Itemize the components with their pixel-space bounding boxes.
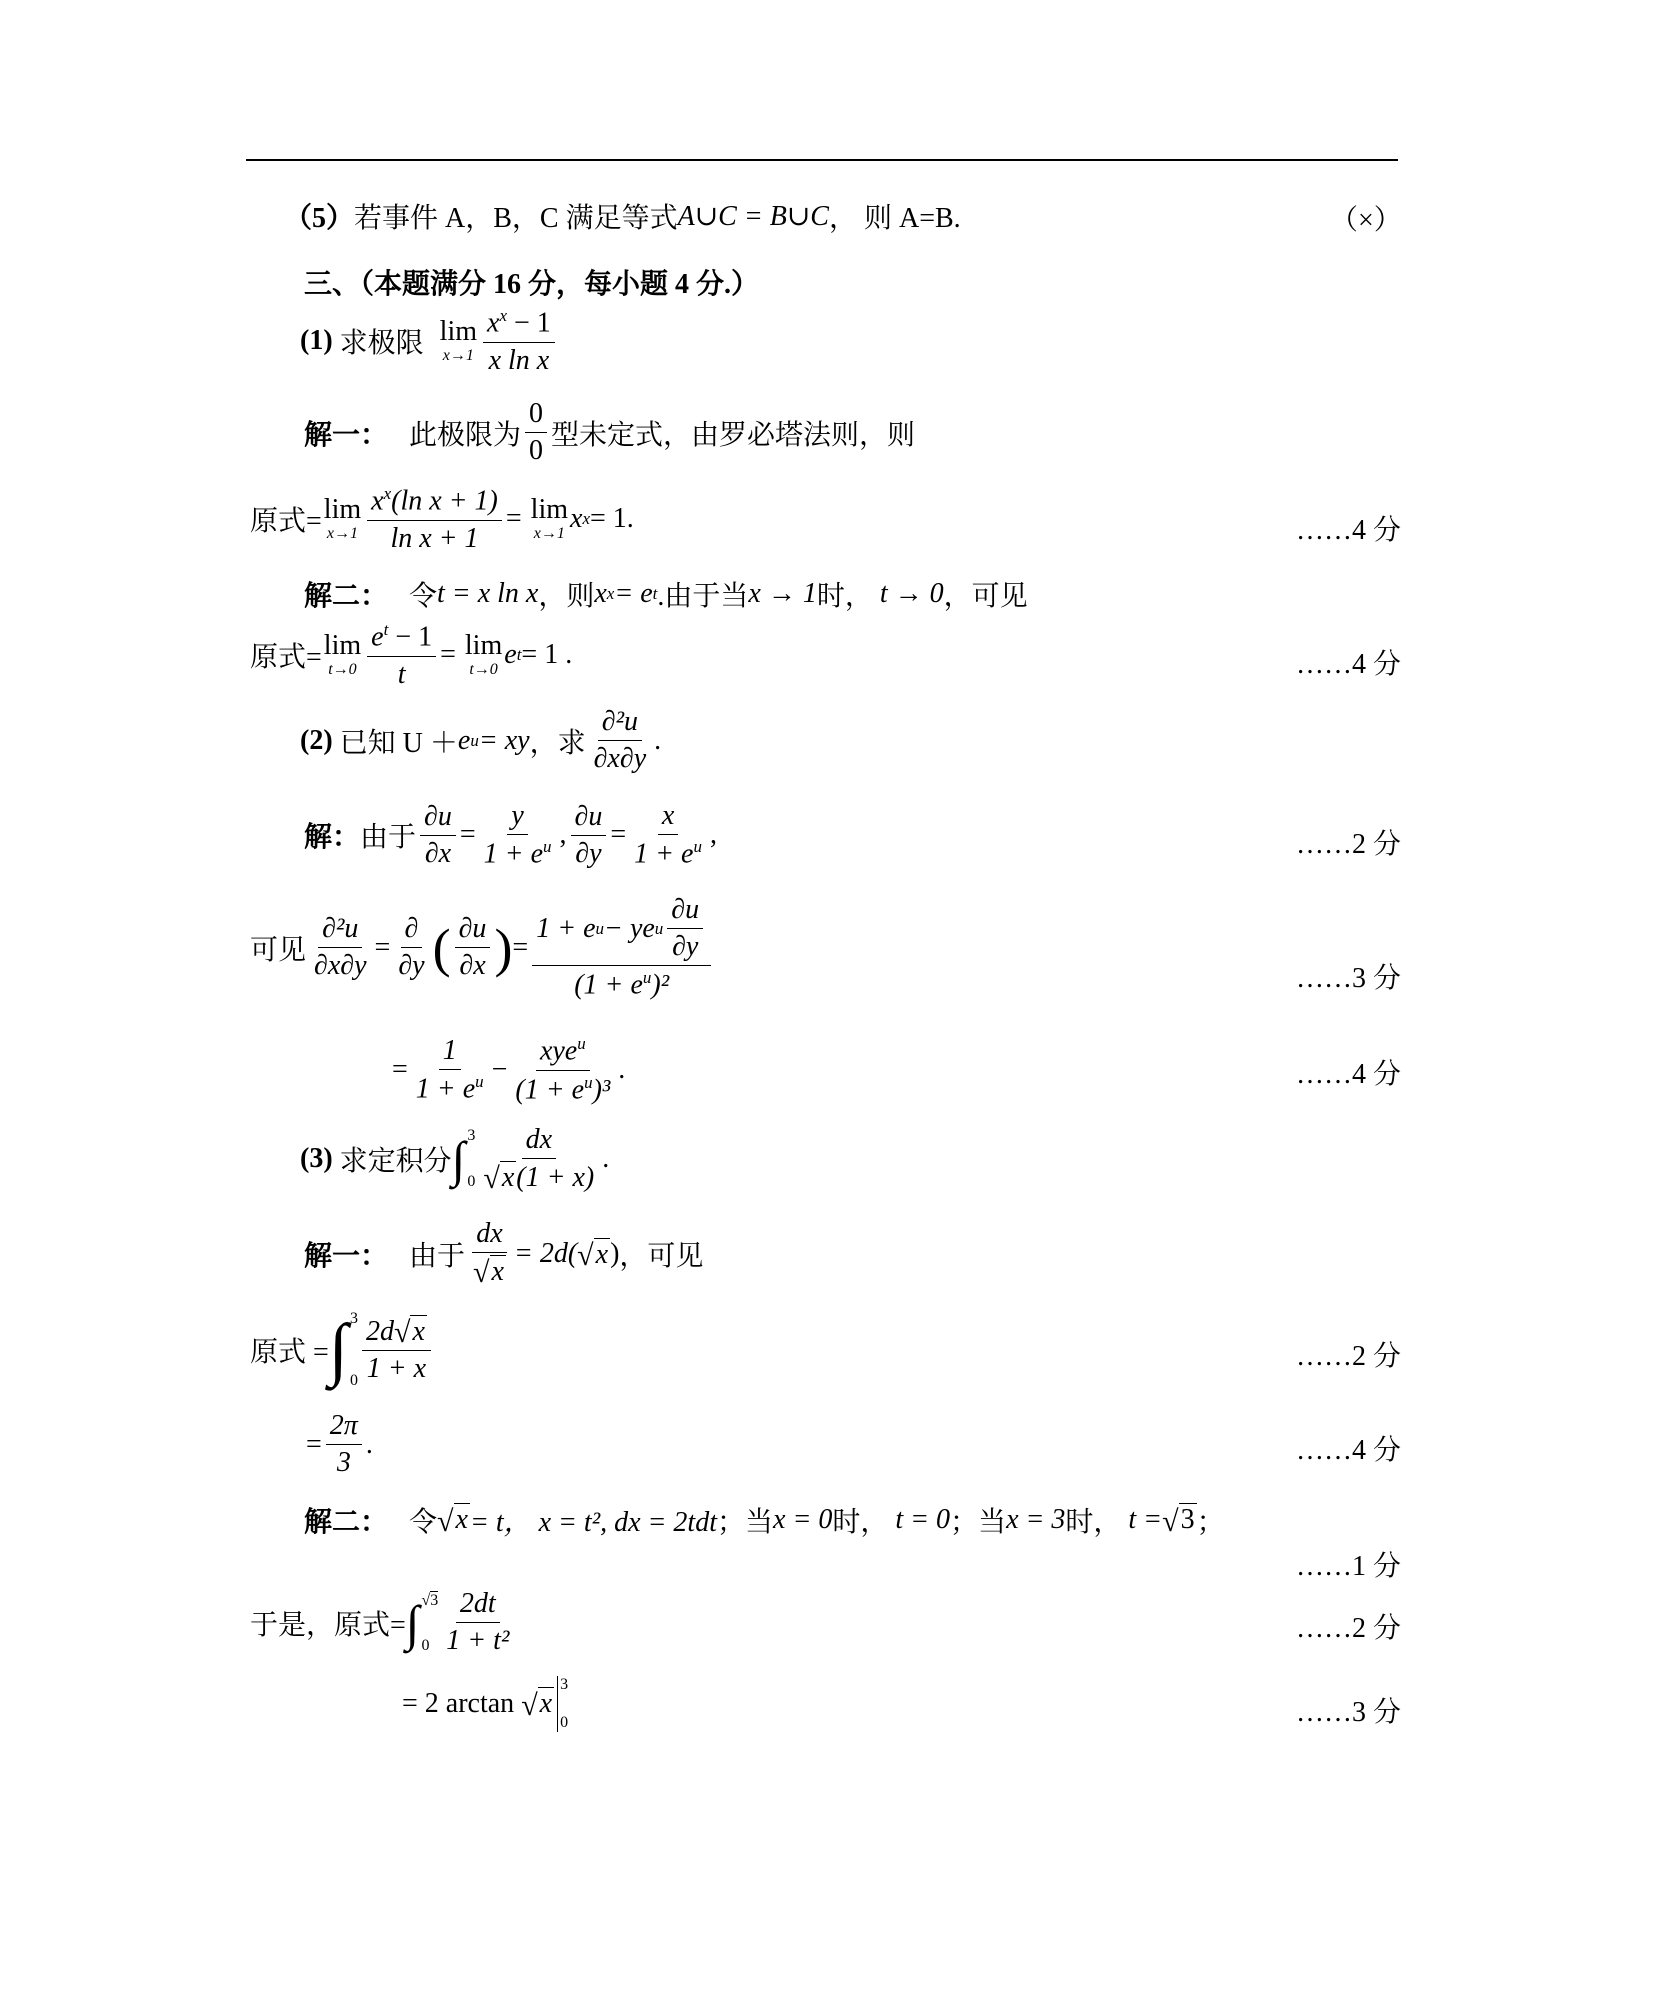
item-5-text-a: 若事件 A，B，C 满足等式 [354,203,678,234]
u-h: x = 3 [1006,1504,1066,1535]
r2-num-sup: u [577,1034,586,1053]
lim-sub: t→0 [469,661,498,679]
q2-in [455,913,491,982]
n-b: − 1 [388,621,433,653]
q3-line1 [250,1310,435,1390]
q1-sol1-text-b: 型未定式，由罗必塔法则，则 [551,419,916,451]
f3-num: ∂u [571,801,607,836]
r2-den-sup: u [584,1072,593,1092]
f1-den: ∂x [424,837,452,869]
q3-line2 [306,1410,373,1479]
t-e: = e [614,578,653,609]
integral-sign: ∫ √ 3 0 [405,1591,439,1654]
lim-word: lim [323,630,362,662]
sqrt: √ 3 [1162,1504,1195,1538]
q1-den: x ln x [488,344,550,376]
bd-tail: )² [651,969,670,1001]
f4-num: x [658,800,678,835]
q1-label: (1) [300,325,333,357]
l4-up: 3 [560,1676,569,1693]
bnf-den: ∂y [672,931,699,963]
q2-prompt-b: = xy [478,724,530,756]
sqrt: √ x [437,1504,468,1538]
q2-sol-text: 由于 [360,822,417,854]
r2-num: xye [539,1035,578,1067]
q2-prompt [300,706,661,775]
r1-den-sup: u [475,1071,484,1091]
l4-a: = 2 arctan [402,1688,515,1719]
l2-eq: = [306,1428,322,1460]
q1-num-base: x [487,307,500,339]
u-g: ；当 [950,1507,1007,1538]
q1-lim [440,318,477,364]
left-paren: ( [432,917,451,978]
q3-num: dx [522,1124,556,1159]
q2-target-tail: . [654,724,662,756]
q3-sol2-label: 解二： [304,1507,389,1538]
q2-prompt-a: 已知 U ＋ [339,727,458,759]
rhs-sup: t [516,645,522,665]
in-den: ∂x [459,950,486,982]
sqrt: √ x [473,1256,504,1290]
f3-den: ∂y [575,837,602,869]
q3-line4 [402,1676,568,1732]
l2-num: 2π [326,1410,362,1445]
n-a: e [371,621,384,653]
u-i: 时， [1065,1507,1122,1538]
top-rule [246,159,1398,161]
sqrt: √ x [521,1688,553,1722]
q2-f1 [420,801,456,870]
q1-line2-lim [324,632,361,678]
q3-sol2-points: ……1 分 [1296,1551,1402,1582]
l3-den: 1 + t² [446,1625,510,1657]
sqrt: √ x [577,1238,609,1272]
q1-sol2-label: 解二： [304,581,389,612]
q2-target-num: ∂²u [598,706,642,741]
eq: = [440,639,456,671]
u-x: x [455,1504,468,1536]
d-den: ∂y [398,950,425,982]
item-5 [284,196,961,236]
q2-result: = $\frac{1}{1 + e^u}$ − $\frac{xye^u}{(1 + e^u)^3}$ . [392,1034,626,1105]
r1-den: 1 + e [415,1073,476,1105]
bnf-num: ∂u [667,894,703,929]
l3-lo: 0 [421,1636,430,1654]
q3-integrand [479,1124,598,1194]
q1-num-sup: x [499,306,507,325]
u-k: 3 [1180,1504,1195,1536]
l1-den: 1 + x [366,1353,427,1384]
n-sup: x [383,484,392,503]
f4-den: 1 + e [634,838,694,870]
q2-r1 [412,1035,488,1106]
d: t [397,658,406,690]
q2-target [590,706,651,775]
lim-sub: x→1 [326,525,359,543]
n-b: (ln x + 1) [391,485,498,517]
t-i: t → 0 [879,578,944,609]
rhs-b: = 1 . [521,639,573,671]
l1-num-x: x [412,1315,425,1347]
q3-line2-points: ……4 分 [1296,1435,1402,1466]
f2-num: y [507,800,527,835]
integral-sign: ∫ 3 0 [451,1127,476,1191]
evaluation-bar [554,1676,568,1732]
q1-line1-lim2 [531,496,568,542]
q3-sol1-text: 由于 [409,1241,466,1273]
l-den: ∂x∂y [314,950,367,982]
zero-over-zero [525,398,547,467]
lim-word: lim [530,494,569,526]
q2-sol-points: ……2 分 [1296,829,1402,860]
q1-sol1 [304,398,915,467]
q1-line2-lim2 [465,632,502,678]
bd: (1 + e [574,969,643,1001]
q1-line1-fraction [367,484,502,555]
l-num: ∂²u [318,913,362,948]
q1-line1 [250,484,634,555]
lim-word: lim [464,630,503,662]
q3-sol2 [304,1500,1225,1540]
q3-sol1-label: 解一： [304,1241,389,1273]
q2-label: (2) [300,724,333,756]
int-up: 3 [467,1127,476,1145]
s1-den: x [491,1256,504,1288]
q3-label: (3) [300,1143,333,1175]
l4-x: x [539,1688,553,1720]
q1-line1-lim [324,496,361,542]
s1-num: dx [472,1218,506,1253]
item-5-answer: （×） [1330,205,1402,236]
q3-prompt-text: 求定积分 [339,1146,452,1178]
f2-den: 1 + e [483,838,543,870]
q3-line3 [250,1588,517,1657]
t-b: t = x ln x [437,578,539,609]
lim-word: lim [439,316,478,348]
q1-line2-fraction [367,620,436,691]
q2-prompt-sup: u [470,730,479,750]
f2-den-sup: u [543,837,552,857]
q2-d [394,913,428,982]
lim-sub: x→1 [442,347,474,365]
item-5-label: （5） [284,203,355,234]
q3-s1 [469,1218,510,1291]
sqrt: √ x [393,1315,425,1349]
integral-sign: ∫ 3 0 [328,1310,358,1389]
r1-num: 1 [439,1035,461,1070]
q1-num-tail: − 1 [507,307,551,339]
l4-lo: 0 [560,1714,569,1731]
q1-line1-prefix: 原式= [250,506,322,538]
t-c: ，则 [538,581,595,612]
l1-num: 2d [365,1315,394,1347]
rhs-a: e [504,639,517,671]
u-f: t = 0 [895,1504,951,1535]
u-j: t = [1128,1504,1163,1535]
t-g: x → 1 [748,578,817,609]
q3-den-tail: (1 + x) [516,1162,595,1194]
u-a: 令 [409,1507,438,1538]
f1-num: ∂u [420,801,456,836]
t-j: ，可见 [943,581,1028,612]
s1-rhs-x: x [595,1238,609,1270]
q1-line1-points: ……4 分 [1296,515,1402,546]
q2-result-points: ……4 分 [1296,1059,1402,1090]
q2-line-prefix: 可见 [250,934,307,966]
q1-sol1-text-a: 此极限为 [409,419,522,451]
q2-r2 [511,1034,614,1106]
lim-sub: x→1 [533,525,565,543]
zero-num: 0 [525,398,547,433]
q1-sol2 [304,574,1028,614]
q2-big [532,894,711,1002]
n-a: x [371,485,384,517]
l3-prefix: 于是，原式= [250,1609,406,1641]
u-l: ； [1196,1507,1225,1538]
right-paren: ) [494,917,513,978]
q2-target-den: ∂x∂y [593,743,647,775]
u-e: 时， [832,1507,889,1538]
t-a: 令 [409,581,438,612]
q3-den-sqrt: x [501,1162,515,1194]
l2-tail: . [365,1428,373,1460]
bn-a: 1 + e [536,912,596,944]
t-e-sup: t [652,584,658,603]
rhs-sup: x [582,509,590,529]
zero-den: 0 [529,435,544,467]
l2-den: 3 [336,1447,351,1479]
int-lo: 0 [349,1372,358,1389]
in-num: ∂u [455,913,491,948]
q3-line3-points: ……2 分 [1296,1613,1402,1644]
f4-den-sup: u [693,837,702,857]
bn-b: − ye [604,912,655,944]
q1-sol1-label: 解一： [304,419,389,451]
lim-sub: t→0 [328,661,357,679]
item-5-expr: A∪C = B∪C [677,201,829,232]
eq: = [505,503,522,535]
l1-prefix: 原式 = [250,1337,329,1368]
q2-prompt-c: ，求 [529,727,586,759]
section-3-title: 三、（本题满分 16 分，每小题 4 分.） [304,269,760,300]
t-d: x [594,578,607,609]
bd-sup: u [642,968,652,988]
t-d-sup: x [606,584,615,603]
q1-line2-prefix: 原式= [250,642,322,674]
r2-den: (1 + e [515,1073,585,1105]
u-c: ；当 [717,1507,774,1538]
int-up: 3 [349,1310,358,1327]
int-lo: 0 [467,1173,476,1191]
lim-word: lim [323,494,362,526]
bn-sup: u [595,918,605,938]
l1-frac [362,1315,431,1385]
q2-sol: 解： 由于 $\frac{\partial u}{\partial x}$ = $\frac{y}{1 + e^u}$ , $\frac{\partial u}{\partial y}$ = $\frac{x}{1 + e^u}$ , [304,800,717,870]
l3-num: 2dt [456,1588,500,1623]
bn-frac [667,894,703,963]
q3-prompt: (3) 求定积分 ∫ 3 0 dx √ x (1 + x) . [300,1124,610,1196]
q1-line2 [250,620,572,691]
s1-rhs-b: ) [610,1238,620,1270]
q2-f3 [571,801,607,870]
bn-sup2: u [654,918,664,938]
n-sup: t [383,620,389,639]
q2-sol-label: 解： [304,822,361,854]
q2-prompt-e: e [457,724,471,756]
d: ln x + 1 [390,522,479,554]
sqrt: √ x [483,1162,515,1196]
s1-rhs: = 2d( [513,1238,578,1270]
q1-fraction [483,306,555,377]
u-d: x = 0 [773,1504,833,1535]
d-num: ∂ [401,913,423,948]
r2-den-tail: )³ [592,1073,611,1105]
u-b: = t， x = t², dx = 2tdt [469,1507,717,1538]
q3-line4-points: ……3 分 [1296,1697,1402,1728]
rhs-b: = 1. [590,503,634,535]
q1-line2-points: ……4 分 [1296,649,1402,680]
s1-tail: ，可见 [619,1241,704,1273]
q2-line: 可见 $\frac{\text{∂²u}}{\partial x\partial y}$ = $\frac{\partial}{\partial y}$ ( $\frac{\partial u}{\partial x}$ ) = 1 + e u − ye u $\frac{\partial u}{\partial y}$ $(1 + e^u)^2$ [250,894,715,1002]
item-5-text-b: ， 则 A=B. [828,203,961,234]
q2-line-points: ……3 分 [1296,963,1402,994]
l3-up: 3 [430,1591,439,1609]
q2-l [310,913,371,982]
l3-frac [442,1588,513,1657]
q1-prompt-text: 求极限 [339,328,424,360]
t-h: 时， [816,581,873,612]
q2-f4 [630,800,706,871]
l2-frac [326,1410,362,1479]
q3-line1-points: ……2 分 [1296,1341,1402,1372]
q1-prompt [300,306,559,377]
q2-f2 [480,800,556,871]
t-f: .由于当 [657,581,749,612]
rhs-a: x [570,503,583,535]
q3-sol1 [304,1218,703,1291]
